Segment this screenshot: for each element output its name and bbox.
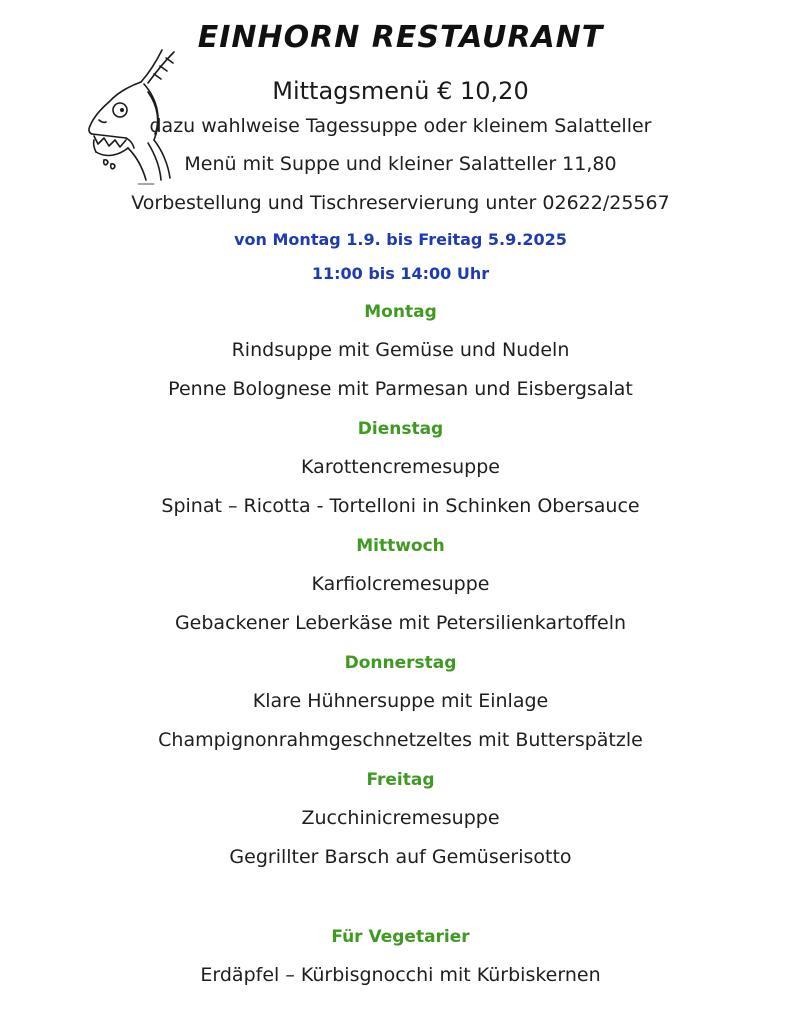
date-range: von Montag 1.9. bis Freitag 5.9.2025 (234, 230, 567, 249)
menu-item: Zucchinicremesuppe (301, 807, 500, 829)
day-heading: Donnerstag (344, 653, 457, 673)
menu-item: Karottencremesuppe (301, 456, 500, 478)
menu-item: Rindsuppe mit Gemüse und Nudeln (231, 339, 570, 361)
menu-item: Erdäpfel – Kürbisgnocchi mit Kürbiskernen (200, 964, 601, 986)
menu-item: Spinat – Ricotta - Tortelloni in Schinken Obersauce (161, 495, 640, 517)
menu-option-line: dazu wahlweise Tagessuppe oder kleinem Salatteller (149, 115, 652, 137)
menu-price-line: Mittagsmenü € 10,20 (272, 77, 529, 105)
menu-item: Penne Bolognese mit Parmesan und Eisbergsalat (168, 378, 633, 400)
time-range: 11:00 bis 14:00 Uhr (311, 264, 490, 283)
day-section-freitag (0, 770, 801, 869)
vegetarian-section (0, 927, 801, 987)
menu-soup-salad-line: Menü mit Suppe und kleiner Salatteller 11,80 (184, 153, 617, 175)
menu-item: Gebackener Leberkäse mit Petersilienkartoffeln (174, 612, 627, 634)
menu-item: Champignonrahmgeschnetzeltes mit Butterspätzle (158, 729, 643, 751)
day-heading: Dienstag (357, 419, 444, 439)
menu-item: Klare Hühnersuppe mit Einlage (252, 690, 549, 712)
day-heading: Mittwoch (356, 536, 445, 556)
day-section-mittwoch (0, 536, 801, 635)
day-heading: Freitag (366, 770, 435, 790)
reservation-line: Vorbestellung und Tischreservierung unter 02622/25567 (131, 192, 670, 214)
vegetarian-heading: Für Vegetarier (331, 927, 470, 947)
day-section-montag (0, 302, 801, 401)
day-heading: Montag (364, 302, 437, 322)
menu-item: Gegrillter Barsch auf Gemüserisotto (229, 846, 572, 868)
day-section-donnerstag (0, 653, 801, 752)
unicorn-logo-icon (78, 48, 203, 188)
restaurant-title: EINHORN RESTAURANT (197, 20, 604, 55)
menu-item: Karfiolcremesuppe (311, 573, 490, 595)
day-section-dienstag (0, 419, 801, 518)
